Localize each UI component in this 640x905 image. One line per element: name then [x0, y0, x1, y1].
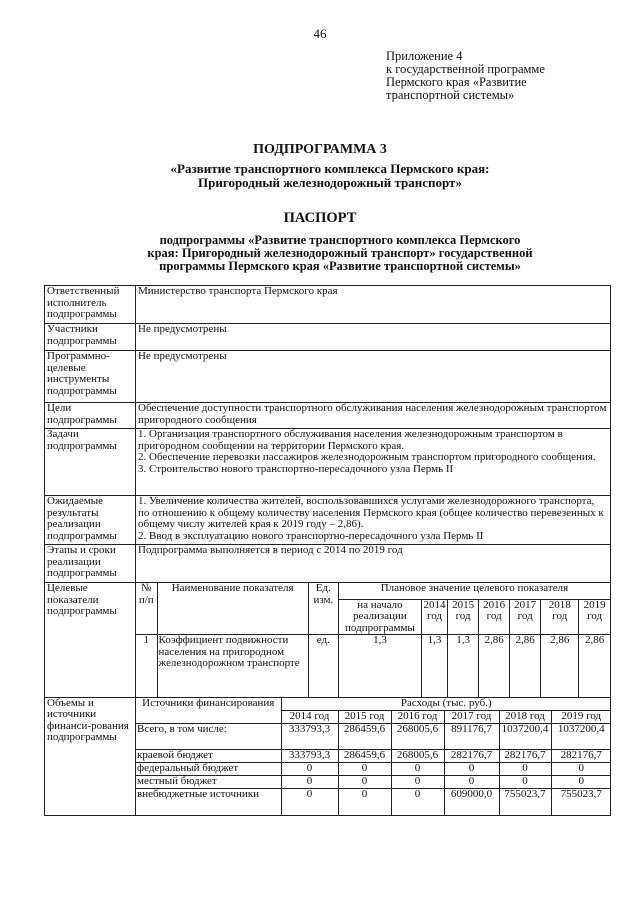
cell-unit: ед. — [308, 635, 338, 697]
header-year: 2015 год — [448, 599, 479, 635]
cell-amount: 1037200,4 — [499, 724, 551, 750]
row-tasks — [45, 429, 611, 496]
row-label: Ответственный исполнитель подпрограммы — [45, 286, 136, 324]
cell-amount: 1037200,4 — [551, 724, 611, 750]
targets-cell — [136, 583, 611, 698]
cell-amount: 0 — [338, 776, 391, 789]
cell-amount: 282176,7 — [499, 750, 551, 763]
cell-amount: 0 — [281, 776, 338, 789]
passport-subtitle-line: подпрограммы «Развитие транспортного комплекса Пермского — [159, 233, 521, 247]
funding-cell — [136, 697, 611, 815]
cell-source: местный бюджет — [136, 776, 281, 789]
cell-value: 2,86 — [579, 635, 610, 697]
passport-subtitle-line: программы Пермского края «Развитие транспортной системы» — [159, 259, 521, 273]
cell-amount: 0 — [338, 789, 391, 815]
cell-amount: 0 — [444, 763, 499, 776]
header-indicator: Наименование показателя — [157, 583, 308, 635]
table-row — [136, 635, 610, 697]
row-value: Не предусмотрены — [136, 351, 611, 403]
row-stages — [45, 545, 611, 583]
cell-source: федеральный бюджет — [136, 763, 281, 776]
cell-value: 2,86 — [510, 635, 541, 697]
appendix-note — [386, 50, 626, 102]
row-executor — [45, 286, 611, 324]
cell-amount: 268005,6 — [391, 724, 444, 750]
row-participants — [45, 324, 611, 351]
cell-amount: 286459,6 — [338, 750, 391, 763]
header-year: 2018 год — [541, 599, 579, 635]
subprogram-name-line: Пригородный железнодорожный транспорт» — [198, 175, 462, 190]
passport-subtitle-line: края: Пригородный железнодорожный транспорт» государственной — [147, 246, 533, 260]
cell-amount: 0 — [338, 763, 391, 776]
row-goals — [45, 403, 611, 429]
cell-amount: 0 — [391, 776, 444, 789]
cell-amount: 0 — [391, 789, 444, 815]
header-year: 2015 год — [338, 711, 391, 724]
subprogram-title: ПОДПРОГРАММА 3 — [253, 142, 387, 157]
appendix-line: Приложение 4 — [386, 49, 463, 63]
cell-value: 2,86 — [541, 635, 579, 697]
row-funding — [45, 697, 611, 815]
cell-amount: 282176,7 — [444, 750, 499, 763]
row-results — [45, 496, 611, 545]
task-item: 1. Организация транспортного обслуживания населения железнодорожным транспортом в пригородном сообщении на территории Пермского края. — [138, 428, 563, 452]
cell-amount: 0 — [551, 763, 611, 776]
appendix-line: к государственной программе — [386, 62, 545, 76]
cell-num: 1 — [136, 635, 157, 697]
header-plan: Плановое значение целевого показателя — [338, 583, 610, 599]
cell-amount: 0 — [551, 776, 611, 789]
header-unit: Ед. изм. — [308, 583, 338, 635]
row-value: Министерство транспорта Пермского края — [136, 286, 611, 324]
header-year: 2016 год — [479, 599, 510, 635]
page-number: 46 — [313, 26, 327, 41]
header-num: № п/п — [136, 583, 157, 635]
cell-indicator: Коэффициент подвижности населения на пригородном железнодорожном транспорте — [157, 635, 308, 697]
result-item: 1. Увеличение количества жителей, воспользовавшихся услугами железнодорожного транспорта, по отношению к общему количеству населения Пермского края (общее количество перевезенных к общему числу жителей края к 2019 году – 2,86). — [138, 495, 604, 530]
header-year: 2017 год — [444, 711, 499, 724]
passport-subtitle — [80, 234, 600, 273]
targets-table — [136, 583, 610, 697]
cell-amount: 0 — [499, 776, 551, 789]
cell-source: краевой бюджет — [136, 750, 281, 763]
header-source: Источники финансирования — [136, 698, 281, 724]
passport-title: ПАСПОРТ — [283, 210, 357, 226]
header-start: на начало реализации подпрограммы — [338, 599, 421, 635]
header-year: 2014 год — [281, 711, 338, 724]
subprogram-name-line: «Развитие транспортного комплекса Пермского края: — [170, 161, 490, 176]
subprogram-name — [40, 162, 620, 190]
cell-amount: 755023,7 — [499, 789, 551, 815]
row-value — [136, 429, 611, 496]
cell-value: 1,3 — [448, 635, 479, 697]
cell-amount: 268005,6 — [391, 750, 444, 763]
row-label: Объемы и источники финанси-рования подпрограммы — [45, 697, 136, 815]
cell-amount: 286459,6 — [338, 724, 391, 750]
header-year: 2014 год — [422, 599, 448, 635]
cell-amount: 0 — [281, 789, 338, 815]
cell-amount: 609000,0 — [444, 789, 499, 815]
table-row — [136, 724, 611, 750]
cell-amount: 755023,7 — [551, 789, 611, 815]
row-label: Этапы и сроки реализации подпрограммы — [45, 545, 136, 583]
header-year: 2019 год — [551, 711, 611, 724]
row-label: Программно-целевые инструменты подпрограммы — [45, 351, 136, 403]
cell-source: Всего, в том числе: — [136, 724, 281, 750]
row-value: Не предусмотрены — [136, 324, 611, 351]
cell-value: 2,86 — [479, 635, 510, 697]
row-instruments — [45, 351, 611, 403]
row-label: Цели подпрограммы — [45, 403, 136, 429]
table-row — [136, 750, 611, 763]
cell-amount: 0 — [499, 763, 551, 776]
header-expenses: Расходы (тыс. руб.) — [281, 698, 611, 711]
cell-amount: 333793,3 — [281, 750, 338, 763]
row-value — [136, 496, 611, 545]
cell-amount: 891176,7 — [444, 724, 499, 750]
cell-source: внебюджетные источники — [136, 789, 281, 815]
row-label: Ожидаемые результаты реализации подпрограммы — [45, 496, 136, 545]
result-item: 2. Ввод в эксплуатацию нового транспортно-пересадочного узла Пермь II — [138, 529, 484, 542]
cell-amount: 333793,3 — [281, 724, 338, 750]
row-label: Задачи подпрограммы — [45, 429, 136, 496]
row-value: Подпрограмма выполняется в период с 2014 по 2019 год — [136, 545, 611, 583]
cell-value: 1,3 — [422, 635, 448, 697]
row-label: Участники подпрограммы — [45, 324, 136, 351]
header-year: 2017 год — [510, 599, 541, 635]
table-row — [136, 789, 611, 815]
header-year: 2018 год — [499, 711, 551, 724]
header-year: 2016 год — [391, 711, 444, 724]
cell-amount: 0 — [391, 763, 444, 776]
cell-amount: 282176,7 — [551, 750, 611, 763]
header-year: 2019 год — [579, 599, 610, 635]
row-targets — [45, 583, 611, 698]
row-label: Целевые показатели подпрограммы — [45, 583, 136, 698]
task-item: 3. Строительство нового транспортно-пересадочного узла Пермь II — [138, 462, 454, 475]
cell-start: 1,3 — [338, 635, 421, 697]
task-item: 2. Обеспечение перевозки пассажиров железнодорожным транспортом пригородного сообщения. — [138, 451, 596, 463]
passport-table — [44, 285, 611, 816]
table-row — [136, 776, 611, 789]
cell-amount: 0 — [281, 763, 338, 776]
funding-table — [136, 698, 611, 815]
table-row — [136, 763, 611, 776]
appendix-line: транспортной системы» — [386, 88, 515, 102]
row-value: Обеспечение доступности транспортного обслуживания населения железнодорожным транспортом пригородного сообщения — [136, 403, 611, 429]
cell-amount: 0 — [444, 776, 499, 789]
appendix-line: Пермского края «Развитие — [386, 75, 527, 89]
